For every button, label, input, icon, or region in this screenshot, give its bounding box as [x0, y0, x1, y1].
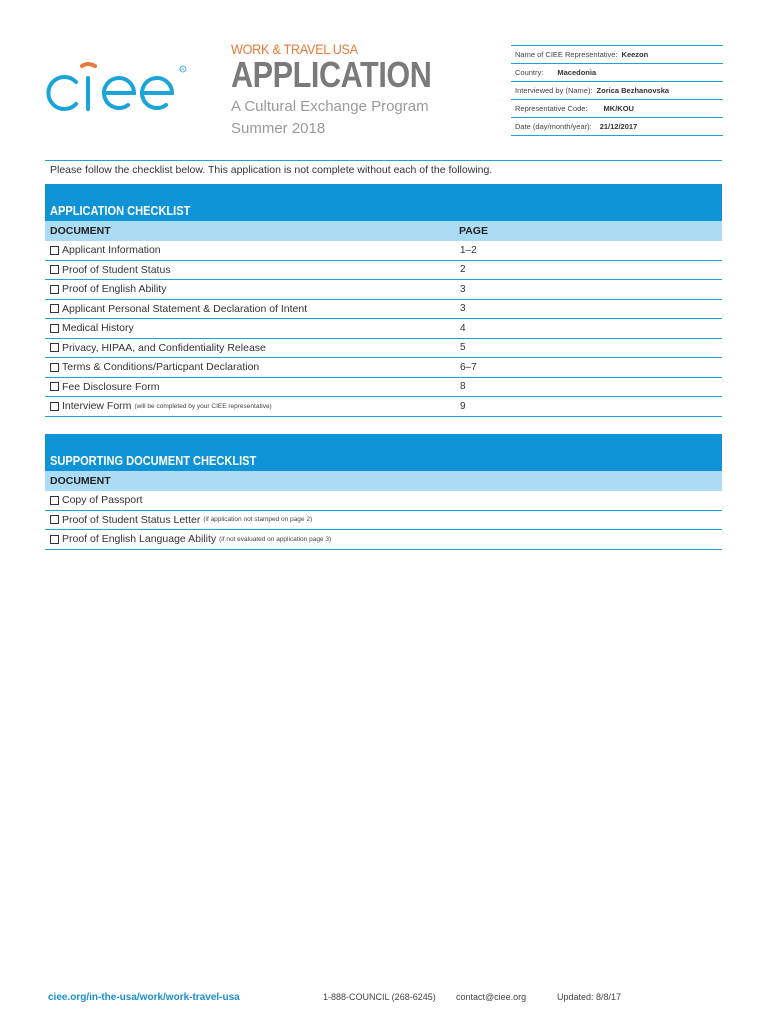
page-number: 4: [460, 322, 466, 334]
checklist-row: [45, 241, 722, 261]
document-name: Proof of Student Status Letter: [62, 513, 201, 526]
rep-label: Representative Code:: [515, 104, 588, 113]
divider: [45, 160, 722, 161]
rep-label: Country:: [515, 68, 544, 77]
page-number: 2: [460, 264, 466, 276]
rep-value: Zorica Bezhanovska: [596, 86, 670, 95]
footer-updated: Updated: 8/8/17: [557, 992, 622, 1002]
document-name: Proof of Student Status: [62, 263, 171, 276]
program-subtitle: A Cultural Exchange Program: [231, 98, 429, 115]
rep-label: Name of CIEE Representative:: [515, 50, 618, 59]
document-name: Applicant Information: [62, 244, 161, 257]
page-number: 3: [460, 283, 466, 295]
checklist-row: [45, 491, 722, 511]
checklist-row: [45, 511, 722, 531]
section-title: SUPPORTING DOCUMENT CHECKLIST: [50, 453, 257, 468]
footer-url-link[interactable]: ciee.org/in-the-usa/work/work-travel-usa: [48, 992, 240, 1003]
document-name: Privacy, HIPAA, and Confidentiality Release: [62, 341, 266, 354]
document-name: Proof of English Language Ability: [62, 533, 217, 546]
document-name: Proof of English Ability: [62, 283, 167, 296]
rep-row-date: [511, 118, 723, 136]
section-title: APPLICATION CHECKLIST: [50, 203, 191, 218]
checkbox-icon[interactable]: [50, 246, 59, 255]
footer-email-link[interactable]: contact@ciee.org: [456, 992, 527, 1002]
checklist-row: [45, 397, 722, 417]
document-name: Medical History: [62, 322, 134, 335]
rep-value: 21/12/2017: [599, 122, 638, 131]
rep-value: Keezon: [621, 50, 649, 59]
checkbox-icon[interactable]: [50, 535, 59, 544]
document-note: (if application not stamped on page 2): [203, 516, 313, 524]
checkbox-icon[interactable]: [50, 363, 59, 372]
rep-label: Date (day/month/year):: [515, 122, 592, 131]
checklist-row: [45, 300, 722, 320]
checklist-row: [45, 339, 722, 359]
intro-text: Please follow the checklist below. This application is not complete without each of the following.: [50, 164, 493, 176]
supporting-document-checklist: [45, 434, 722, 550]
column-header: [45, 221, 722, 241]
checklist-row: [45, 319, 722, 339]
program-name: WORK & TRAVEL USA: [231, 41, 358, 57]
rep-row-interviewer: [511, 82, 723, 100]
section-header: [45, 184, 722, 221]
checkbox-icon[interactable]: [50, 343, 59, 352]
document-name: Terms & Conditions/Particpant Declaration: [62, 361, 260, 374]
rep-value: Macedonia: [557, 68, 597, 77]
column-document: DOCUMENT: [50, 475, 111, 487]
column-page: PAGE: [459, 225, 488, 237]
checkbox-icon[interactable]: [50, 285, 59, 294]
document-note: (if not evaluated on application page 3): [219, 535, 332, 543]
rep-row-code: [511, 100, 723, 118]
application-title: APPLICATION: [231, 54, 432, 95]
page-number: 6–7: [460, 361, 477, 373]
program-season: Summer 2018: [231, 120, 326, 137]
checkbox-icon[interactable]: [50, 382, 59, 391]
application-checklist: [45, 184, 722, 417]
page-number: 8: [460, 381, 466, 393]
checklist-row: [45, 280, 722, 300]
svg-text:R: R: [181, 66, 185, 72]
document-note: (will be completed by your CIEE representative): [134, 402, 272, 410]
page-number: 9: [460, 400, 466, 412]
checklist-row: [45, 530, 722, 550]
rep-label: Interviewed by (Name):: [515, 86, 593, 95]
representative-info: [511, 45, 723, 136]
footer-phone: 1-888-COUNCIL (268-6245): [323, 992, 436, 1002]
rep-row-name: [511, 45, 723, 64]
checkbox-icon[interactable]: [50, 265, 59, 274]
document-name: Interview Form: [62, 400, 132, 413]
page-number: 3: [460, 303, 466, 315]
checklist-row: [45, 261, 722, 281]
document-name: Copy of Passport: [62, 494, 143, 507]
page-number: 5: [460, 342, 466, 354]
rep-value: MK/KOU: [603, 104, 634, 113]
document-name: Applicant Personal Statement & Declaration of Intent: [62, 302, 308, 315]
footer: [0, 992, 768, 1006]
checkbox-icon[interactable]: [50, 496, 59, 505]
rep-row-country: [511, 64, 723, 82]
column-header: [45, 471, 722, 491]
checkbox-icon[interactable]: [50, 304, 59, 313]
checkbox-icon[interactable]: [50, 402, 59, 411]
checklist-row: [45, 358, 722, 378]
checklist-row: [45, 378, 722, 398]
page-number: 1–2: [460, 244, 477, 256]
title-block: [231, 41, 501, 140]
section-header: [45, 434, 722, 471]
checkbox-icon[interactable]: [50, 515, 59, 524]
document-name: Fee Disclosure Form: [62, 380, 160, 393]
checkbox-icon[interactable]: [50, 324, 59, 333]
ciee-logo: [42, 52, 190, 116]
column-document: DOCUMENT: [50, 225, 111, 237]
